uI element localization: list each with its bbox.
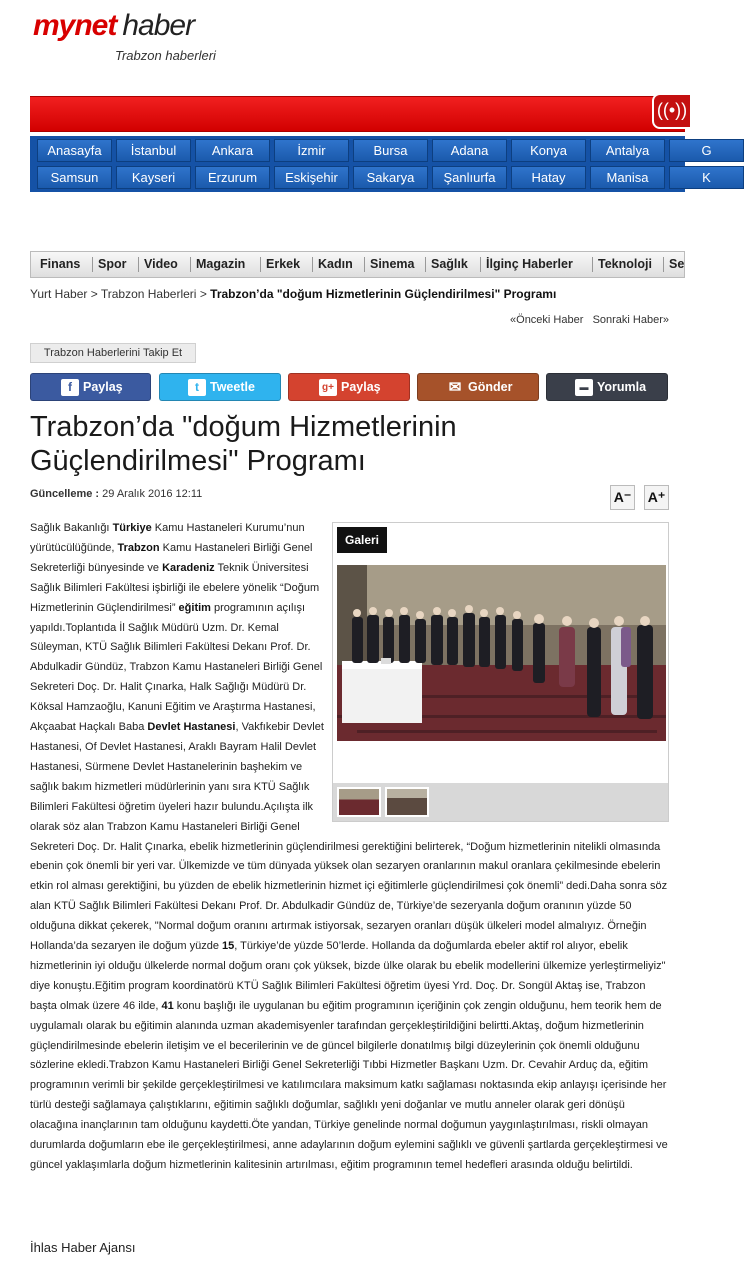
comment-icon: ▬ [575, 379, 593, 396]
breadcrumb-section[interactable]: Trabzon Haberleri [100, 287, 197, 301]
breadcrumb-sep: > [199, 287, 207, 301]
breadcrumb-current: Trabzon’da "doğum Hizmetlerinin Güçlendirilmesi" Programı [210, 287, 557, 301]
article-text-segment: Kamu Hastaneleri Birliği Genel Sekreterliği bünyesinde ve [30, 541, 313, 574]
article-keyword-link[interactable]: eğitim [178, 601, 211, 614]
city-tab[interactable]: Sakarya [353, 166, 428, 189]
article-text-segment: programının açılışı yapıldı.Toplantıda İl Sağlık Müdürü Uzm. Dr. Kemal Süleyman, KTÜ Sağlık Bilimleri Fakültesi Dekanı Prof. Dr. Abdulkadir Gündüz, Trabzon Kamu Hastaneleri Birliği Genel Sekreteri Doç. Dr. Halit Çınarka, Halk Sağlığı Müdürü Dr. Köksal Hamzaoğlu, Kanuni Eğitim ve Araştırma Hastanesi, Akçaabat Haçkalı Baba [30, 601, 323, 734]
envelope-icon: ✉ [448, 379, 462, 396]
email-share-label: Gönder [468, 380, 513, 394]
category-tab[interactable]: Sağlık [431, 257, 468, 271]
article-text-segment: Sağlık Bakanlığı [30, 522, 113, 534]
facebook-icon: f [61, 379, 79, 396]
update-timestamp [30, 488, 202, 500]
gallery-main-photo[interactable] [337, 565, 666, 741]
google-plus-share-label: Paylaş [341, 380, 381, 394]
category-separator [190, 257, 191, 272]
city-tab[interactable]: Kayseri [116, 166, 191, 189]
category-separator [663, 257, 664, 272]
mynet-haber-logo[interactable] [33, 9, 216, 63]
follow-button[interactable]: Trabzon Haberlerini Takip Et [30, 343, 196, 363]
logo-brand [33, 10, 194, 42]
city-tab[interactable]: Bursa [353, 139, 428, 162]
city-tab[interactable]: K [669, 166, 744, 189]
category-separator [592, 257, 593, 272]
article-keyword-link[interactable]: 15 [222, 940, 235, 953]
gallery-thumbnail[interactable] [337, 787, 381, 817]
article-text-segment: Kamu Hastaneleri Kurumu’nun yürütücülüğünde, [30, 522, 305, 554]
city-tab[interactable]: Manisa [590, 166, 665, 189]
breadcrumb-sep: > [90, 287, 98, 301]
category-separator [92, 257, 93, 272]
city-tab[interactable]: Adana [432, 139, 507, 162]
top-red-bar [30, 96, 685, 132]
news-source: İhlas Haber Ajansı [30, 1240, 136, 1255]
logo-subtitle: Trabzon haberleri [115, 48, 216, 63]
gallery-photo-image [337, 565, 666, 741]
category-tab[interactable]: Magazin [196, 257, 246, 271]
category-tab[interactable]: Video [144, 257, 178, 271]
photo-gallery[interactable] [332, 522, 669, 822]
next-news-link[interactable]: Sonraki Haber» [592, 314, 669, 326]
breadcrumb [30, 287, 556, 301]
category-tab[interactable]: Sinema [370, 257, 415, 271]
facebook-share-button[interactable] [30, 373, 151, 401]
article-keyword-link[interactable]: Karadeniz [162, 561, 215, 574]
article-text-segment: , Türkiye’de yüzde 50’lerde. Hollanda da doğumlarda ebeler aktif rol alıyor, ebelik hizmetlerinin iyi olduğu ülkelerde normal doğum oranı çok yüksek, bizde ülke olarak bu ebelik modellerini ülkemize yerleştirmeliyiz" diye konuştu.Eğitim program koordinatörü KTÜ Sağlık Bilimleri Fakültesi öğretim üyesi Yrd. Doç. Dr. Songül Aktaş ise, Trabzon başta olmak üzere 46 ilde, [30, 940, 666, 1012]
city-nav [30, 136, 712, 192]
prev-next-nav [510, 314, 669, 326]
category-tab[interactable]: Erkek [266, 257, 301, 271]
twitter-share-label: Tweetle [210, 380, 255, 394]
article-keyword-link[interactable]: 41 [161, 999, 174, 1012]
broadcast-icon[interactable]: ((•)) [652, 93, 692, 129]
google-plus-share-button[interactable] [288, 373, 410, 401]
category-separator [260, 257, 261, 272]
city-tab[interactable]: Samsun [37, 166, 112, 189]
city-tab[interactable]: Şanlıurfa [432, 166, 507, 189]
city-tab[interactable]: Erzurum [195, 166, 270, 189]
breadcrumb-home[interactable]: Yurt Haber [30, 287, 88, 301]
email-share-button[interactable] [417, 373, 539, 401]
gallery-thumbnails [333, 783, 668, 821]
city-tab[interactable]: Ankara [195, 139, 270, 162]
article-keyword-link[interactable]: Trabzon [117, 541, 160, 554]
city-tab[interactable]: Konya [511, 139, 586, 162]
article-keyword-link[interactable]: Devlet Hastanesi [147, 721, 236, 734]
category-tab[interactable]: Finans [40, 257, 81, 271]
category-separator [364, 257, 365, 272]
logo-brand-b: haber [122, 9, 195, 42]
category-tab[interactable]: Kadın [318, 257, 353, 271]
google-plus-icon: g+ [319, 379, 337, 396]
city-tab[interactable]: Hatay [511, 166, 586, 189]
category-tab[interactable]: Spor [98, 257, 127, 271]
category-separator [480, 257, 481, 272]
city-tab[interactable]: Antalya [590, 139, 665, 162]
comment-button[interactable] [546, 373, 668, 401]
city-tab[interactable]: İstanbul [116, 139, 191, 162]
article-text-segment: , Vakfıkebir Devlet Hastanesi, Of Devlet Hastanesi, Araklı Bayram Halil Devlet Hastanesi, Sürmene Devlet Hastanelerinin başhekim ve sağlık bakım hizmetleri müdürlerinin yanı sıra KTÜ Sağlık Bilimleri Fakültesi öğretim üyeleri hazır bulundu.Açılışta ilk olarak söz alan Trabzon Kamu Hastaneleri Birliği Genel Sekreteri Doç. Dr. Halit Çınarka, ebelik hizmetlerinin güçlendirilmesi gerektiğini belirterek, “Doğum hizmetlerinin nitelikli olmasında ebenin çok önemli bir yeri var. Ülkemizde ve tüm dünyada yüksek olan sezaryen oranlarının makul oranlara çekilmesinde ebelerin etkin rol alması gerektiğini, bu yüzden de ebelik hizmetlerinin hizmet içi eğitimlerle güçlendirilmesi çok önemli” dedi.Daha sonra söz alan KTÜ Sağlık Bilimleri Fakültesi Dekanı Prof. Dr. Abdulkadir Gündüz de, Türkiye’de sezeryanla doğum oranının yüzde 50 olduğuna dikkat çekerek, "Normal doğum oranını artırmak istiyorsak, sezaryen oranları düşük ülkeleri model almalıyız. Örneğin Hollanda’da sezaryen ile doğum yüzde [30, 721, 668, 953]
prev-news-link[interactable]: «Önceki Haber [510, 314, 584, 326]
twitter-icon: t [188, 379, 206, 396]
gallery-thumbnail[interactable] [385, 787, 429, 817]
gallery-label: Galeri [337, 527, 387, 553]
article-text-segment: konu başlığı ile uygulanan bu eğitim programının içeriğinin çok zengin olduğunu, hem teorik hem de uygulamalı olarak bu eğitimin alanında uzman akademisyenler tarafından gerçekleştirildiğini belirtti.Aktaş, doğum hizmetlerinin güçlendirilmesinde ebelerin iletişim ve el becerilerinin ve de güncel bilgilerle donatılmış bilgi düzeylerinin çok önemli olduğunu sözlerine ekledi.Trabzon Kamu Hastaneleri Birliği Genel Sekreterliği Tıbbi Hizmetler Başkanı Uzm. Dr. Cevahir Arduç da, eğitim programının verimli bir şekilde gerçekleştirilmesi ve katılımcılara maksimum katkı sağlaması noktasında ekip anlayışı içerisinde her türlü desteği sağlamaya çalıştıklarını, eğitimin sağlıklı doğumlar, sağlıklı yeni doğanlar ve mutlu anneler olarak geri dönüşü olacağına inançlarının tam olduğunu kaydetti.Öte yandan, Türkiye genelinde normal doğumun yaygınlaştırılması, riskli olmayan durumlarda doğumların ebe ile gerçekleştirilmesi, anne adaylarının doğum eylemini sağlıklı ve güvenli şartlarda gerçekleştirmesi ve güncel yaklaşımlarla doğum hizmetlerinin kalitesinin artırılması, eğitim programının temel hedefleri arasında olduğu belirtildi. [30, 999, 668, 1171]
facebook-share-label: Paylaş [83, 380, 123, 394]
category-separator [425, 257, 426, 272]
category-tab[interactable]: İlginç Haberler [486, 257, 573, 271]
category-separator [312, 257, 313, 272]
update-label: Güncelleme : [30, 488, 100, 500]
city-tab[interactable]: G [669, 139, 744, 162]
update-value: 29 Aralık 2016 12:11 [102, 488, 203, 500]
category-tab[interactable]: Se [669, 257, 685, 271]
category-separator [138, 257, 139, 272]
font-increase-button[interactable]: A⁺ [644, 485, 669, 510]
comment-label: Yorumla [597, 380, 647, 394]
logo-brand-a: mynet [33, 9, 117, 42]
category-tab[interactable]: Teknoloji [598, 257, 652, 271]
city-tab[interactable]: İzmir [274, 139, 349, 162]
city-tab[interactable]: Anasayfa [37, 139, 112, 162]
category-nav [30, 251, 685, 278]
twitter-share-button[interactable] [159, 373, 281, 401]
city-tab[interactable]: Eskişehir [274, 166, 349, 189]
font-decrease-button[interactable]: A⁻ [610, 485, 635, 510]
article-keyword-link[interactable]: Türkiye [112, 522, 152, 534]
article-title: Trabzon’da "doğum Hizmetlerinin Güçlendirilmesi" Programı [30, 411, 457, 477]
article-text-segment: Teknik Üniversitesi Sağlık Bilimleri Fakültesi işbirliği ile ebelere yönelik “Doğum Hizmetlerinin Güçlendirilmesi” [30, 561, 320, 614]
